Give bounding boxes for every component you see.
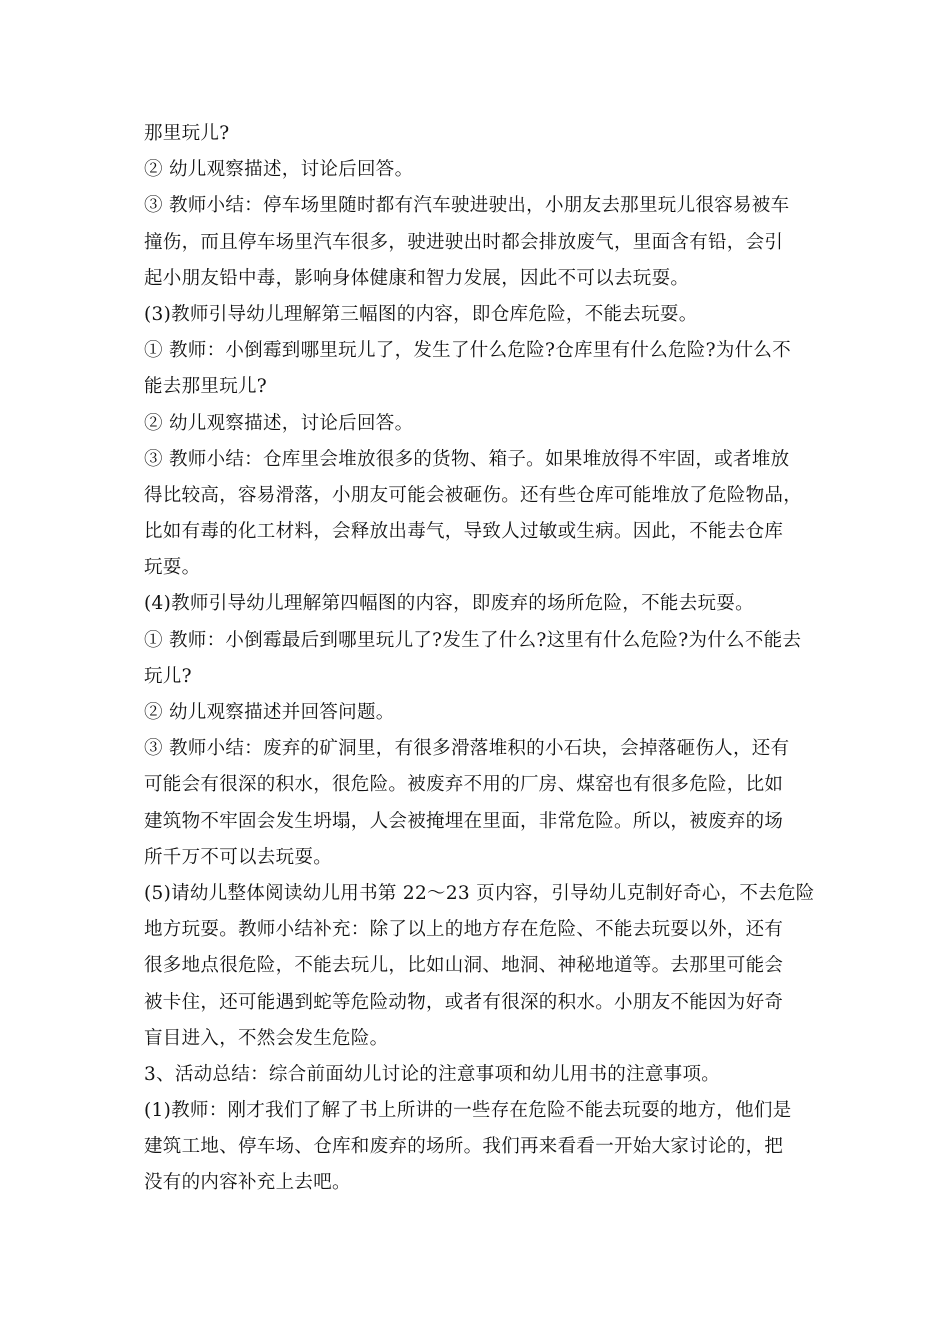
section-heading: (4)教师引导幼儿理解第四幅图的内容，即废弃的场所危险，不能去玩耍。 bbox=[144, 593, 754, 615]
section-heading: (5)请幼儿整体阅读幼儿用书第 22～23 页内容，引导幼儿克制好奇心，不去危险 bbox=[144, 882, 815, 904]
text-line: ③ 教师小结：废弃的矿洞里，有很多滑落堆积的小石块，会掉落砸伤人，还有 bbox=[144, 738, 790, 760]
text-line: ② 幼儿观察描述，讨论后回答。 bbox=[144, 412, 414, 434]
section-heading: 3、活动总结：综合前面幼儿讨论的注意事项和幼儿用书的注意事项。 bbox=[144, 1063, 721, 1085]
text-line: ③ 教师小结：停车场里随时都有汽车驶进驶出，小朋友去那里玩儿很容易被车 bbox=[144, 195, 790, 217]
text-line: ① 教师：小倒霉最后到哪里玩儿了?发生了什么?这里有什么危险?为什么不能去 bbox=[144, 629, 802, 651]
section-heading: (3)教师引导幼儿理解第三幅图的内容，即仓库危险，不能去玩耍。 bbox=[144, 303, 698, 325]
text-line: 比如有毒的化工材料，会释放出毒气，导致人过敏或生病。因此，不能去仓库 bbox=[144, 521, 784, 543]
text-line: 建筑工地、停车场、仓库和废弃的场所。我们再来看看一开始大家讨论的，把 bbox=[144, 1136, 784, 1158]
text-line: (1)教师：刚才我们了解了书上所讲的一些存在危险不能去玩耍的地方，他们是 bbox=[144, 1100, 792, 1122]
text-line: 玩儿? bbox=[144, 665, 192, 687]
text-line: 盲目进入，不然会发生危险。 bbox=[144, 1027, 389, 1049]
text-line: 可能会有很深的积水，很危险。被废弃不用的厂房、煤窑也有很多危险，比如 bbox=[144, 774, 784, 796]
text-line: 玩耍。 bbox=[144, 557, 201, 579]
text-line: 很多地点很危险，不能去玩儿，比如山洞、地洞、神秘地道等。去那里可能会 bbox=[144, 955, 784, 977]
text-line: ② 幼儿观察描述并回答问题。 bbox=[144, 702, 395, 723]
text-line: 地方玩耍。教师小结补充：除了以上的地方存在危险、不能去玩耍以外，还有 bbox=[144, 919, 784, 941]
text-line: ① 教师：小倒霉到哪里玩儿了，发生了什么危险?仓库里有什么危险?为什么不 bbox=[144, 340, 792, 362]
text-line: 起小朋友铅中毒，影响身体健康和智力发展，因此不可以去玩耍。 bbox=[144, 267, 690, 289]
document-body bbox=[144, 116, 820, 1202]
text-line: 建筑物不牢固会发生坍塌，人会被掩埋在里面，非常危险。所以，被废弃的场 bbox=[144, 810, 784, 832]
text-line: 得比较高，容易滑落，小朋友可能会被砸伤。还有些仓库可能堆放了危险物品， bbox=[144, 484, 803, 506]
text-line: 撞伤，而且停车场里汽车很多，驶进驶出时都会排放废气，里面含有铅，会引 bbox=[144, 231, 784, 253]
text-line: ② 幼儿观察描述，讨论后回答。 bbox=[144, 159, 414, 181]
text-line: 没有的内容补充上去吧。 bbox=[144, 1172, 351, 1194]
text-line: 能去那里玩儿? bbox=[144, 376, 268, 398]
text-line: 被卡住，还可能遇到蛇等危险动物，或者有很深的积水。小朋友不能因为好奇 bbox=[144, 991, 784, 1013]
text-line: 那里玩儿? bbox=[144, 123, 230, 144]
text-line: 所千万不可以去玩耍。 bbox=[144, 846, 333, 868]
text-line: ③ 教师小结：仓库里会堆放很多的货物、箱子。如果堆放得不牢固，或者堆放 bbox=[144, 448, 790, 470]
